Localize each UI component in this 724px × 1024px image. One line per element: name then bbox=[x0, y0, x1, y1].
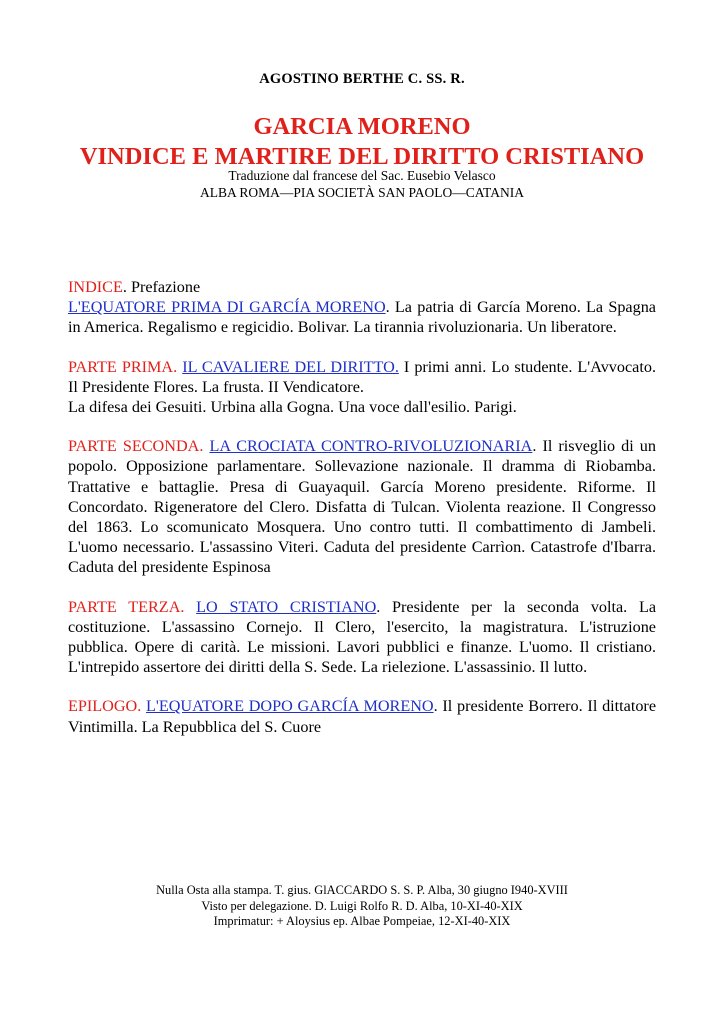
toc-link-stato-cristiano[interactable]: LO STATO CRISTIANO bbox=[196, 597, 377, 616]
section-label: INDICE bbox=[68, 278, 123, 296]
footer-line-nulla-osta: Nulla Osta alla stampa. T. gius. GlACCARDO S. S. P. Alba, 30 giugno I940-XVIII bbox=[156, 883, 568, 897]
footer-line-visto: Visto per delegazione. D. Luigi Rolfo R. D. Alba, 10-XI-40-XIX bbox=[201, 898, 523, 913]
book-title bbox=[0, 112, 724, 172]
toc-link-equatore-prima[interactable]: L'EQUATORE PRIMA DI GARCÍA MORENO bbox=[68, 298, 386, 317]
section-label: PARTE PRIMA. bbox=[68, 357, 178, 376]
publisher-line: ALBA ROMA—PIA SOCIETÀ SAN PAOLO—CATANIA bbox=[200, 185, 524, 200]
section-label: PARTE SECONDA. bbox=[68, 437, 204, 456]
section-text: I primi anni. Lo studente. L'Avvocato. Il Presidente Flores. La frusta. II Vendicatore. bbox=[68, 357, 656, 396]
translation-note: Traduzione dal francese del Sac. Eusebio Velasco bbox=[228, 168, 496, 183]
title-line-1: GARCIA MORENO bbox=[253, 113, 471, 140]
toc-link-crociata[interactable]: LA CROCIATA CONTRO-RIVOLUZIONARIA bbox=[209, 437, 533, 456]
section-text: . La patria di García Moreno. La Spagna in America. Regalismo e regicidio. Bolivar. La tirannia rivoluzionaria. Un liberatore. bbox=[68, 298, 656, 337]
section-text: . Il risveglio di un popolo. Opposizione parlamentare. Sollevazione nazionale. Il dramma di Riobamba. Trattative e battaglie. Presa di Guayaquil. García Moreno presidente. Riforme. Il Concordato. Rigeneratore del Clero. Disfatta di Tulcan. Violenta reazione. Il Congresso del 1863. Lo scomunicato Mosquera. Uno contro tutti. Il combattimento di Jambeli. L'uomo necessario. L'assassino Viteri. Caduta del presidente Carrìon. Catastrofe d'Ibarra. Caduta del presidente Espinosa bbox=[68, 437, 656, 577]
toc-link-equatore-dopo[interactable]: L'EQUATORE DOPO GARCÍA MORENO bbox=[146, 697, 434, 716]
subtitle-block bbox=[0, 167, 724, 201]
footer-line-imprimatur: Imprimatur: + Aloysius ep. Albae Pompeiae, 12-XI-40-XIX bbox=[213, 914, 511, 928]
title-line-2: VINDICE E MARTIRE DEL DIRITTO CRISTIANO bbox=[79, 143, 645, 170]
section-text: . Il presidente Borrero. Il dittatore Vintimilla. La Repubblica del S. Cuore bbox=[68, 697, 657, 736]
section-label: EPILOGO. bbox=[68, 697, 142, 716]
table-of-contents bbox=[68, 277, 656, 756]
toc-section-parte-prima bbox=[68, 357, 656, 418]
section-text: . Presidente per la seconda volta. La costituzione. L'assassino Cornejo. Il Clero, l'esercito, la magistratura. L'istruzione pubblica. Opere di carità. Le missioni. Lavori pubblici e finanze. L'uomo. Il cristiano. L'intrepido assertore dei diritti della S. Sede. La rielezione. L'assassinio. Il lutto. bbox=[68, 597, 657, 677]
toc-section-parte-seconda bbox=[68, 436, 656, 577]
toc-link-cavaliere-diritto[interactable]: IL CAVALIERE DEL DIRITTO. bbox=[182, 357, 399, 376]
toc-section-parte-terza bbox=[68, 597, 656, 678]
section-preface: . Prefazione bbox=[122, 278, 201, 296]
author-line: AGOSTINO BERTHE C. SS. R. bbox=[259, 71, 465, 87]
toc-section-indice bbox=[68, 277, 656, 338]
section-label: PARTE TERZA. bbox=[68, 597, 185, 616]
toc-section-epilogo bbox=[68, 696, 656, 736]
imprimatur-block bbox=[0, 883, 724, 930]
section-text-continued: La difesa dei Gesuiti. Urbina alla Gogna. Una voce dall'esilio. Parigi. bbox=[68, 398, 517, 417]
